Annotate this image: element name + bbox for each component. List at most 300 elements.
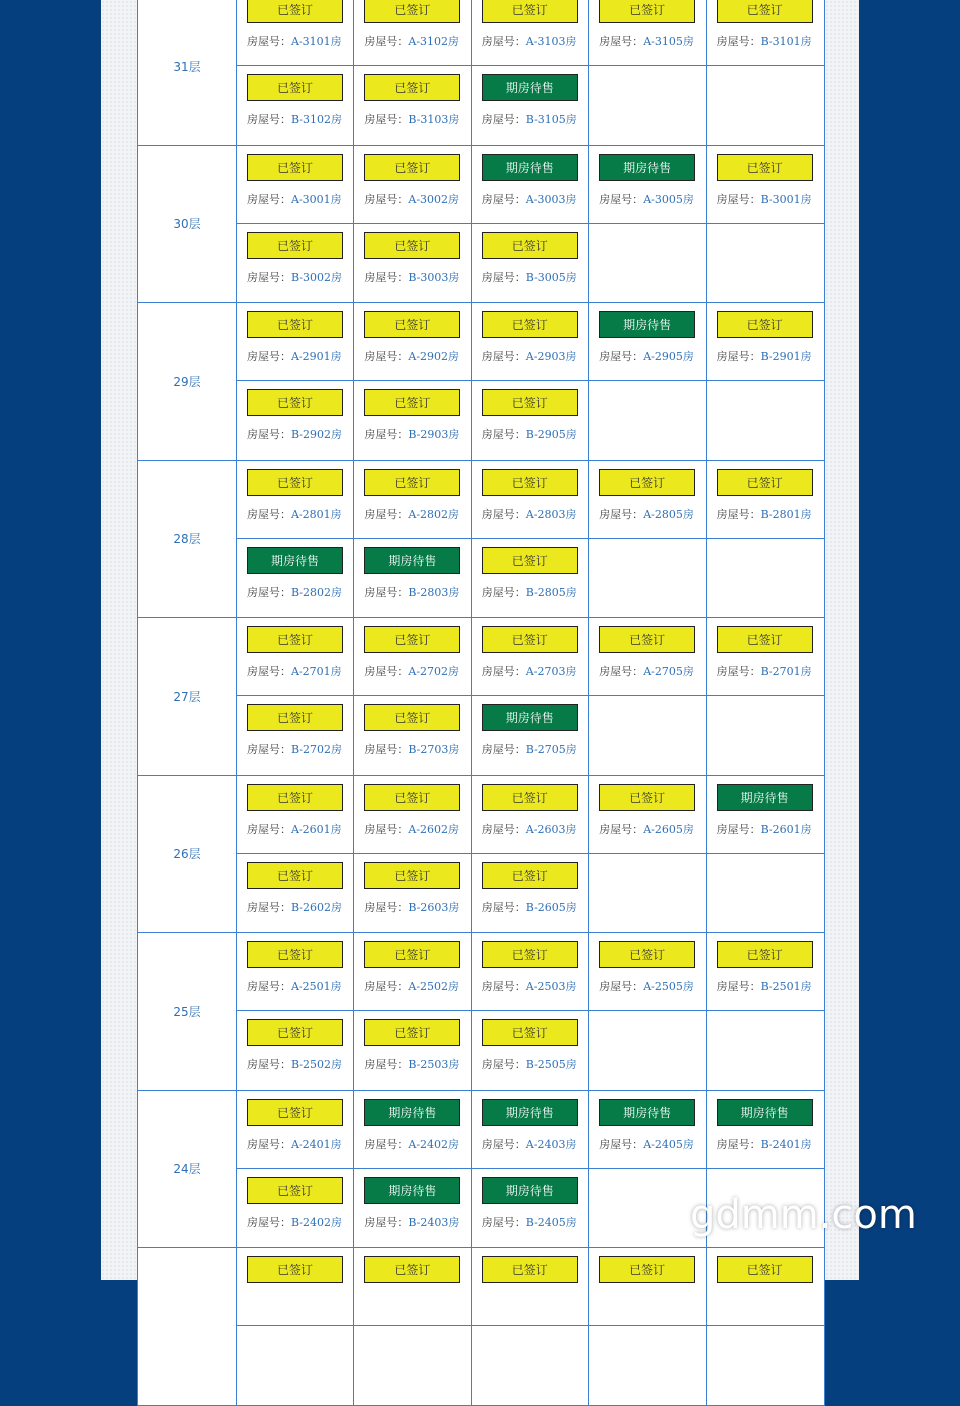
unit-cell [707, 696, 824, 774]
room-number-label: 房屋号： [364, 192, 409, 206]
room-code: A-2401 [291, 1137, 331, 1151]
room-code-link[interactable] [643, 35, 694, 48]
room-code-link[interactable] [408, 1216, 459, 1229]
presale-status-button[interactable]: 期房待售 [599, 311, 695, 338]
unit-cell [472, 539, 589, 617]
unit-cell [589, 1091, 706, 1169]
signed-status-button[interactable]: 已签订 [482, 0, 578, 23]
room-suffix: 房 [682, 507, 694, 521]
room-code-link[interactable] [408, 823, 459, 836]
room-code: B-2701 [760, 665, 801, 678]
room-code: A-3005 [643, 192, 683, 206]
room-number [364, 269, 459, 285]
room-suffix: 房 [331, 270, 342, 284]
room-code-link[interactable] [408, 113, 459, 126]
floor-row [138, 618, 824, 776]
room-code-link[interactable] [526, 586, 577, 599]
room-number [717, 191, 812, 207]
presale-status-button[interactable]: 期房待售 [482, 704, 578, 731]
signed-status-button[interactable]: 已签订 [247, 389, 343, 416]
signed-status-button[interactable]: 已签订 [247, 1177, 343, 1204]
unit-grid [237, 461, 824, 618]
room-code-link[interactable] [291, 508, 342, 521]
room-code-link[interactable] [408, 193, 459, 206]
unit-cell [237, 381, 354, 459]
room-suffix: 房 [800, 192, 812, 206]
signed-status-button[interactable]: 已签订 [364, 626, 460, 653]
room-code-link[interactable] [408, 1058, 459, 1071]
room-code-link[interactable] [526, 980, 577, 993]
room-number-label: 房屋号： [364, 980, 409, 993]
presale-status-button[interactable]: 期房待售 [364, 1177, 460, 1204]
room-code-link[interactable] [408, 428, 459, 441]
room-suffix: 房 [448, 270, 460, 284]
room-suffix: 房 [565, 1215, 577, 1229]
presale-status-button[interactable]: 期房待售 [482, 154, 578, 181]
signed-status-button[interactable]: 已签订 [482, 232, 578, 259]
room-number [364, 663, 459, 679]
room-number [247, 663, 342, 679]
unit-grid [237, 618, 824, 775]
room-suffix: 房 [800, 507, 812, 521]
room-code-link[interactable] [761, 980, 812, 993]
presale-status-button[interactable]: 期房待售 [599, 1099, 695, 1126]
room-number [599, 978, 694, 994]
room-code: A-3102 [408, 35, 449, 48]
room-code: A-2605 [643, 822, 683, 836]
floor-row [138, 146, 824, 304]
room-code-link[interactable] [526, 113, 577, 126]
signed-status-button[interactable]: 已签订 [482, 626, 578, 653]
room-suffix: 房 [448, 192, 460, 206]
room-number [364, 33, 459, 49]
unit-cell [707, 66, 824, 144]
room-code-link[interactable] [643, 665, 694, 678]
signed-status-button[interactable]: 已签订 [364, 389, 460, 416]
unit-cell [589, 1011, 706, 1089]
room-number [247, 426, 342, 442]
signed-status-button[interactable]: 已签订 [599, 1256, 695, 1283]
room-code-link[interactable] [408, 743, 459, 756]
room-code-link[interactable] [291, 823, 342, 836]
unit-cell [237, 1011, 354, 1089]
room-suffix: 房 [448, 1137, 460, 1151]
room-code-link[interactable] [526, 665, 577, 678]
room-suffix: 房 [565, 192, 577, 206]
room-number [482, 348, 577, 364]
floor-row [138, 1248, 824, 1406]
signed-status-button[interactable]: 已签订 [364, 862, 460, 889]
unit-cell [354, 224, 471, 302]
room-suffix: 房 [565, 35, 577, 48]
room-suffix: 房 [565, 665, 577, 678]
signed-status-button[interactable]: 已签订 [247, 862, 343, 889]
signed-status-button[interactable]: 已签订 [247, 1256, 343, 1283]
room-number [364, 821, 459, 837]
room-suffix: 房 [565, 350, 577, 363]
room-code-link[interactable] [761, 35, 812, 48]
signed-status-button[interactable]: 已签订 [717, 154, 813, 181]
unit-cell [354, 1248, 471, 1326]
unit-cell [707, 1248, 824, 1326]
room-number-label: 房屋号： [481, 507, 526, 521]
room-suffix: 房 [448, 1058, 460, 1072]
presale-status-button[interactable]: 期房待售 [599, 154, 695, 181]
unit-cell [237, 539, 354, 617]
signed-status-button[interactable]: 已签订 [247, 469, 343, 496]
signed-status-button[interactable]: 已签订 [364, 154, 460, 181]
presale-status-button[interactable]: 期房待售 [717, 784, 813, 811]
room-code-link[interactable] [291, 193, 342, 206]
room-number-label: 房屋号： [364, 822, 409, 836]
unit-grid [237, 933, 824, 1090]
room-code-link[interactable] [643, 508, 694, 521]
room-code: B-2902 [291, 428, 331, 442]
room-suffix: 房 [565, 113, 577, 127]
unit-cell [354, 146, 471, 224]
presale-status-button[interactable]: 期房待售 [482, 74, 578, 101]
signed-status-button[interactable]: 已签订 [364, 0, 460, 23]
unit-cell [589, 933, 706, 1011]
unit-cell [237, 1326, 354, 1404]
room-code: B-2803 [408, 585, 449, 599]
room-number [599, 821, 694, 837]
presale-status-button[interactable]: 期房待售 [482, 1099, 578, 1126]
room-number-label: 房屋号： [364, 1137, 409, 1151]
room-suffix: 房 [448, 1215, 460, 1229]
room-suffix: 房 [330, 822, 342, 836]
signed-status-button[interactable]: 已签订 [364, 74, 460, 101]
room-code-link[interactable] [643, 350, 694, 363]
room-number [247, 33, 342, 49]
room-code-link[interactable] [526, 1138, 577, 1151]
room-code-link[interactable] [643, 193, 694, 206]
room-code-link[interactable] [526, 271, 577, 284]
signed-status-button[interactable]: 已签订 [599, 784, 695, 811]
room-code-link[interactable] [761, 508, 812, 521]
room-code: B-3001 [760, 192, 801, 206]
unit-cell [472, 1248, 589, 1326]
signed-status-button[interactable]: 已签订 [717, 941, 813, 968]
room-number-label: 房屋号： [247, 428, 291, 442]
room-code-link[interactable] [526, 428, 577, 441]
unit-cell [237, 146, 354, 224]
room-code: B-2402 [291, 1215, 331, 1229]
unit-cell [589, 224, 706, 302]
room-code-link[interactable] [291, 586, 342, 599]
room-number [364, 741, 459, 757]
room-code-link[interactable] [291, 428, 342, 441]
room-number-label: 房屋号： [599, 980, 644, 993]
room-number [482, 978, 577, 994]
unit-cell [589, 696, 706, 774]
room-code: A-2501 [291, 980, 331, 993]
signed-status-button[interactable]: 已签订 [364, 311, 460, 338]
unit-cell [472, 224, 589, 302]
unit-cell [237, 1169, 354, 1247]
room-code-link[interactable] [526, 350, 577, 363]
room-suffix: 房 [565, 980, 577, 993]
room-code: A-3105 [643, 35, 683, 48]
signed-status-button[interactable]: 已签订 [364, 704, 460, 731]
signed-status-button[interactable]: 已签订 [599, 941, 695, 968]
room-code-link[interactable] [291, 665, 342, 678]
unit-cell [589, 303, 706, 381]
room-number [599, 191, 694, 207]
room-number-label: 房屋号： [247, 743, 291, 757]
room-code: A-2402 [408, 1137, 449, 1151]
room-code: A-2705 [643, 665, 683, 678]
room-code: A-3002 [408, 192, 449, 206]
room-code-link[interactable] [291, 901, 342, 914]
room-number [364, 1136, 459, 1152]
room-code: A-3003 [525, 192, 566, 206]
room-code-link[interactable] [291, 743, 342, 756]
room-number-label: 房屋号： [599, 350, 644, 363]
room-code-link[interactable] [291, 1138, 342, 1151]
room-number [247, 821, 342, 837]
room-code-link[interactable] [526, 1216, 577, 1229]
signed-status-button[interactable]: 已签订 [364, 232, 460, 259]
room-number-label: 房屋号： [247, 35, 291, 48]
unit-cell [354, 461, 471, 539]
presale-status-button[interactable]: 期房待售 [364, 547, 460, 574]
room-number-label: 房屋号： [247, 350, 291, 363]
signed-status-button[interactable]: 已签订 [717, 469, 813, 496]
unit-cell [707, 1326, 824, 1404]
room-code-link[interactable] [291, 113, 342, 126]
room-number [364, 978, 459, 994]
room-code-link[interactable] [526, 823, 577, 836]
unit-cell [237, 1091, 354, 1169]
room-code-link[interactable] [408, 508, 459, 521]
room-code: B-2403 [408, 1215, 449, 1229]
room-suffix: 房 [800, 822, 812, 836]
presale-status-button[interactable]: 期房待售 [364, 1099, 460, 1126]
signed-status-button[interactable]: 已签订 [247, 1099, 343, 1126]
unit-cell [354, 1011, 471, 1089]
signed-status-button[interactable]: 已签订 [482, 389, 578, 416]
signed-status-button[interactable]: 已签订 [482, 941, 578, 968]
room-number-label: 房屋号： [481, 900, 526, 914]
room-code: B-3003 [408, 270, 449, 284]
room-code-link[interactable] [291, 271, 342, 284]
room-number-label: 房屋号： [481, 822, 526, 836]
room-code-link[interactable] [291, 980, 342, 993]
room-suffix: 房 [330, 665, 342, 678]
room-number [717, 978, 812, 994]
room-code-link[interactable] [761, 350, 812, 363]
signed-status-button[interactable]: 已签订 [247, 626, 343, 653]
room-code-link[interactable] [526, 193, 577, 206]
room-suffix: 房 [330, 350, 342, 363]
room-number-label: 房屋号： [481, 980, 526, 993]
room-suffix: 房 [448, 507, 460, 521]
floor-label: 28层 [138, 461, 237, 618]
signed-status-button[interactable]: 已签订 [247, 232, 343, 259]
unit-cell [472, 461, 589, 539]
room-number-label: 房屋号： [716, 35, 761, 48]
presale-status-button[interactable]: 期房待售 [482, 1177, 578, 1204]
room-code-link[interactable] [408, 586, 459, 599]
room-number-label: 房屋号： [364, 35, 409, 48]
unit-cell [707, 461, 824, 539]
room-code-link[interactable] [643, 980, 694, 993]
unit-cell [589, 0, 706, 66]
room-number-label: 房屋号： [481, 1137, 526, 1151]
unit-cell [589, 854, 706, 932]
signed-status-button[interactable]: 已签订 [717, 1256, 813, 1283]
unit-cell [354, 1091, 471, 1169]
signed-status-button[interactable]: 已签订 [482, 784, 578, 811]
signed-status-button[interactable]: 已签订 [364, 941, 460, 968]
room-code: A-2901 [291, 350, 331, 363]
floor-label: 27层 [138, 618, 237, 775]
room-code-link[interactable] [526, 1058, 577, 1071]
unit-cell [589, 1169, 706, 1247]
signed-status-button[interactable]: 已签订 [482, 1019, 578, 1046]
room-number-label: 房屋号： [716, 980, 761, 993]
room-code-link[interactable] [761, 1138, 812, 1151]
room-number [364, 1056, 459, 1072]
room-number-label: 房屋号： [364, 585, 409, 599]
room-suffix: 房 [331, 113, 342, 127]
room-number [717, 506, 812, 522]
room-code-link[interactable] [291, 350, 342, 363]
room-code: A-2902 [408, 350, 449, 363]
room-code-link[interactable] [291, 1216, 342, 1229]
room-code-link[interactable] [291, 1058, 342, 1071]
room-number [717, 821, 812, 837]
room-suffix: 房 [330, 507, 342, 521]
signed-status-button[interactable]: 已签订 [364, 469, 460, 496]
room-code-link[interactable] [408, 271, 459, 284]
room-number [482, 506, 577, 522]
room-suffix: 房 [330, 1137, 342, 1151]
room-code-link[interactable] [291, 35, 342, 48]
floor-row [138, 0, 824, 146]
room-code: A-3101 [291, 35, 331, 48]
room-code-link[interactable] [526, 508, 577, 521]
room-number [364, 1214, 459, 1230]
room-suffix: 房 [448, 822, 460, 836]
room-code: A-3001 [291, 192, 331, 206]
presale-status-button[interactable]: 期房待售 [717, 1099, 813, 1126]
room-code-link[interactable] [761, 823, 812, 836]
room-code: A-2405 [643, 1137, 683, 1151]
signed-status-button[interactable]: 已签订 [599, 626, 695, 653]
unit-cell [354, 933, 471, 1011]
room-number-label: 房屋号： [716, 665, 761, 678]
room-number [482, 111, 577, 127]
room-number-label: 房屋号： [599, 822, 644, 836]
signed-status-button[interactable]: 已签订 [482, 547, 578, 574]
signed-status-button[interactable]: 已签订 [717, 626, 813, 653]
room-number [247, 1056, 342, 1072]
room-code-link[interactable] [408, 1138, 459, 1151]
room-number [482, 899, 577, 915]
floor-row [138, 461, 824, 619]
room-code-link[interactable] [761, 193, 812, 206]
room-code-link[interactable] [526, 743, 577, 756]
room-number-label: 房屋号： [247, 1058, 291, 1072]
room-number [247, 899, 342, 915]
signed-status-button[interactable]: 已签订 [482, 862, 578, 889]
unit-cell [354, 696, 471, 774]
room-code-link[interactable] [408, 350, 459, 363]
signed-status-button[interactable]: 已签订 [364, 784, 460, 811]
room-suffix: 房 [331, 1215, 342, 1229]
room-number [247, 741, 342, 757]
room-suffix: 房 [565, 743, 577, 757]
floor-label: 24层 [138, 1091, 237, 1248]
signed-status-button[interactable]: 已签订 [247, 941, 343, 968]
room-code: A-3103 [525, 35, 566, 48]
room-code-link[interactable] [761, 665, 812, 678]
signed-status-button[interactable]: 已签订 [599, 0, 695, 23]
unit-cell [707, 933, 824, 1011]
room-number-label: 房屋号： [481, 428, 526, 442]
room-number [364, 191, 459, 207]
room-suffix: 房 [565, 270, 577, 284]
signed-status-button[interactable]: 已签订 [482, 1256, 578, 1283]
signed-status-button[interactable]: 已签订 [717, 311, 813, 338]
room-number [482, 269, 577, 285]
room-code-link[interactable] [408, 665, 459, 678]
room-number-label: 房屋号： [481, 665, 526, 678]
signed-status-button[interactable]: 已签订 [364, 1019, 460, 1046]
room-suffix: 房 [331, 743, 342, 757]
signed-status-button[interactable]: 已签订 [482, 469, 578, 496]
room-code-link[interactable] [408, 901, 459, 914]
room-number [247, 348, 342, 364]
room-number-label: 房屋号： [481, 743, 526, 757]
signed-status-button[interactable]: 已签订 [599, 469, 695, 496]
unit-cell [472, 854, 589, 932]
unit-cell [237, 461, 354, 539]
room-number-label: 房屋号： [247, 900, 291, 914]
room-suffix: 房 [331, 900, 342, 914]
room-number-label: 房屋号： [364, 1215, 409, 1229]
signed-status-button[interactable]: 已签订 [247, 0, 343, 23]
signed-status-button[interactable]: 已签订 [247, 1019, 343, 1046]
room-code-link[interactable] [408, 35, 459, 48]
signed-status-button[interactable]: 已签订 [247, 704, 343, 731]
signed-status-button[interactable]: 已签订 [247, 784, 343, 811]
room-code-link[interactable] [643, 1138, 694, 1151]
presale-status-button[interactable]: 期房待售 [247, 547, 343, 574]
room-number-label: 房屋号： [481, 192, 526, 206]
signed-status-button[interactable]: 已签订 [247, 154, 343, 181]
room-code-link[interactable] [408, 980, 459, 993]
room-suffix: 房 [682, 980, 694, 993]
signed-status-button[interactable]: 已签订 [247, 311, 343, 338]
room-code-link[interactable] [526, 901, 577, 914]
signed-status-button[interactable]: 已签订 [717, 0, 813, 23]
floor-row [138, 933, 824, 1091]
room-code-link[interactable] [526, 35, 577, 48]
signed-status-button[interactable]: 已签订 [247, 74, 343, 101]
signed-status-button[interactable]: 已签订 [482, 311, 578, 338]
room-number-label: 房屋号： [599, 507, 644, 521]
room-code: B-2602 [291, 900, 331, 914]
room-code-link[interactable] [643, 823, 694, 836]
signed-status-button[interactable]: 已签订 [364, 1256, 460, 1283]
unit-cell [237, 696, 354, 774]
room-code: B-2705 [525, 743, 566, 757]
room-number [482, 1056, 577, 1072]
room-number-label: 房屋号： [481, 350, 526, 363]
